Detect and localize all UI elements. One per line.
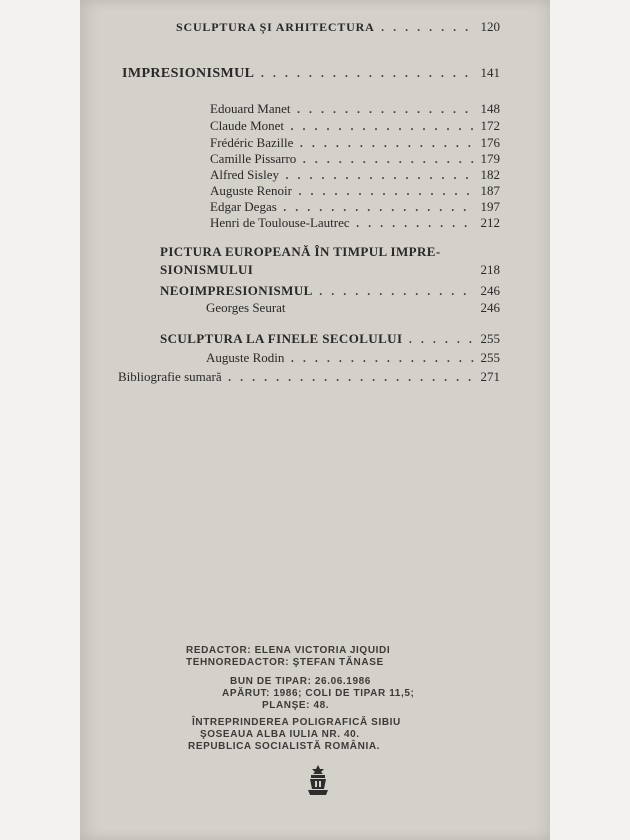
imprint-planse: PLANŞE: 48. (262, 700, 330, 711)
toc-entry-name: Georges Seurat (206, 300, 286, 315)
toc-page-number: 182 (480, 167, 500, 182)
imprint-street: ŞOSEAUA ALBA IULIA NR. 40. (200, 729, 360, 740)
toc-section-title: NEOIMPRESIONISMUL (160, 283, 313, 298)
toc-section-pictura (160, 262, 500, 278)
toc-page-number: 246 (480, 300, 500, 315)
toc-entry-name: Claude Monet (210, 118, 285, 133)
toc-page-number: 176 (480, 135, 500, 150)
toc-entry-name: Auguste Renoir (210, 183, 292, 198)
publisher-logo-icon (306, 764, 330, 796)
toc-section-title-continued: SIONISMULUI (160, 262, 254, 277)
toc-entry (210, 100, 500, 118)
toc-page-number: 212 (480, 215, 500, 230)
toc-section-impresionismul (122, 64, 500, 82)
leader-dots (290, 117, 474, 135)
imprint-tehnoredactor: TEHNOREDACTOR: ŞTEFAN TĂNASE (186, 657, 384, 668)
leader-dots (290, 349, 474, 367)
toc-section-title: IMPRESIONISMUL (122, 66, 255, 81)
toc-entry-title: SCULPTURA ŞI ARHITECTURA (176, 20, 375, 34)
toc-section-pictura-line1 (160, 244, 500, 260)
leader-dots (228, 368, 475, 386)
imprint-bun-de-tipar: BUN DE TIPAR: 26.06.1986 (230, 676, 371, 687)
toc-section-title: SCULPTURA LA FINELE SECOLULUI (160, 331, 403, 346)
toc-page-number: 141 (480, 65, 500, 80)
toc-section-title: PICTURA EUROPEANĂ ÎN TIMPUL IMPRE- (160, 244, 441, 259)
toc-section-neoimpresionismul (160, 282, 500, 300)
toc-entry-name: Auguste Rodin (206, 350, 285, 365)
toc-entry (210, 117, 500, 135)
toc-entry-name: Henri de Toulouse-Lautrec (210, 215, 350, 230)
toc-entry-bibliografie (118, 368, 500, 386)
toc-entry-name: Edgar Degas (210, 199, 277, 214)
toc-entry-sculptura-arhitectura (176, 18, 500, 36)
toc-page-number: 179 (480, 151, 500, 166)
imprint-printer: ÎNTREPRINDEREA POLIGRAFICĂ SIBIU (192, 717, 401, 728)
imprint-aparut: APĂRUT: 1986; COLI DE TIPAR 11,5; (222, 688, 415, 699)
toc-entry (210, 214, 500, 232)
leader-dots (381, 18, 475, 36)
toc-page-number: 255 (480, 350, 500, 365)
leader-dots (408, 330, 474, 348)
leader-dots (260, 64, 474, 82)
leader-dots (297, 100, 475, 118)
toc-page-number: 187 (480, 183, 500, 198)
leader-dots (356, 214, 475, 232)
toc-entry-name: Alfred Sisley (210, 167, 279, 182)
toc-entry-name: Bibliografie sumară (118, 369, 222, 384)
toc-page-number: 172 (480, 118, 500, 133)
toc-entry-name: Edouard Manet (210, 101, 291, 116)
toc-page-number: 148 (480, 101, 500, 116)
imprint-redactor: REDACTOR: ELENA VICTORIA JIQUIDI (186, 645, 391, 656)
toc-page-number: 120 (480, 19, 500, 34)
toc-page-number: 255 (480, 331, 500, 346)
toc-entry (206, 300, 500, 316)
imprint-country: REPUBLICA SOCIALISTĂ ROMÂNIA. (188, 741, 381, 752)
leader-dots (319, 282, 475, 300)
toc-entry-name: Frédéric Bazille (210, 135, 294, 150)
toc-page-number: 246 (480, 283, 500, 298)
toc-page-number: 218 (480, 262, 500, 277)
toc-page-number: 197 (480, 199, 500, 214)
toc-page-number: 271 (480, 369, 500, 384)
toc-section-sculptura-finele (160, 330, 500, 348)
toc-entry (206, 349, 500, 367)
toc-entry-name: Camille Pissarro (210, 151, 297, 166)
